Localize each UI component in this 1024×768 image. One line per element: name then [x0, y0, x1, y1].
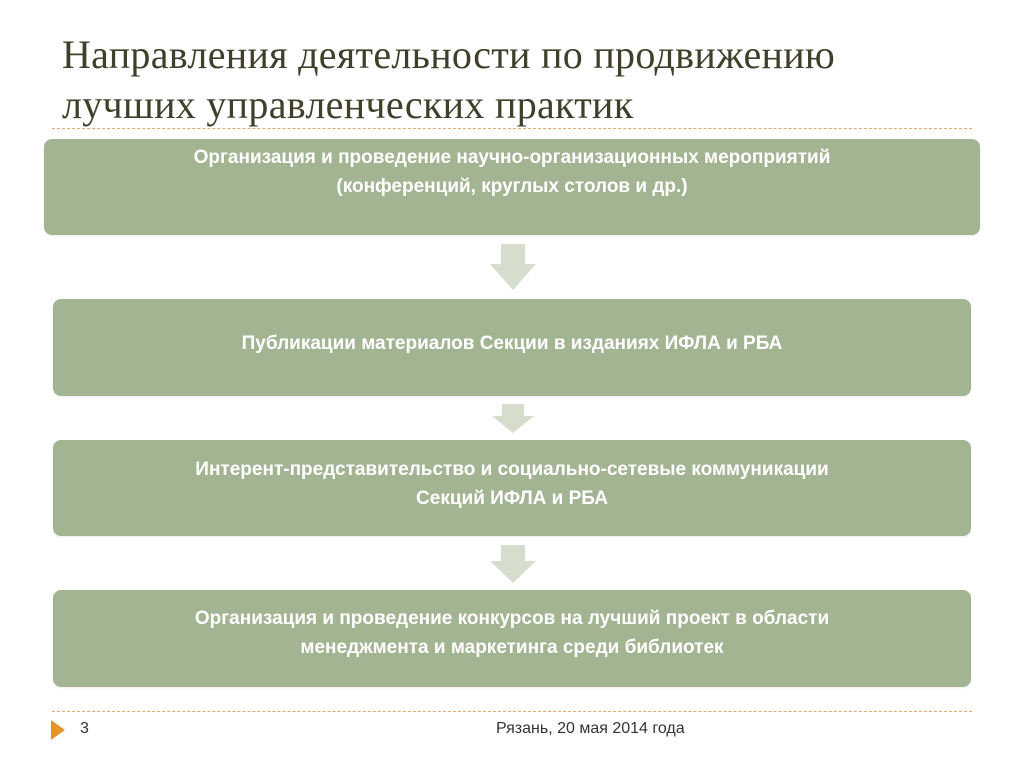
- step-box-4: [53, 590, 971, 687]
- footer-triangle-icon: [51, 720, 65, 740]
- step-box-1: [44, 139, 980, 235]
- step-1-line-2: (конференций, круглых столов и др.): [336, 176, 688, 197]
- page-number: 3: [80, 720, 89, 737]
- top-divider: [52, 128, 972, 129]
- down-arrow-icon: [492, 404, 534, 433]
- step-2-line-1: Публикации материалов Секции в изданиях ИФЛА и РБА: [241, 333, 783, 354]
- title-line-2: лучших управленческих практик: [62, 82, 634, 127]
- step-3-line-1: Интерент-представительство и социально-сетевые коммуникации: [195, 459, 829, 480]
- down-arrow-icon: [490, 244, 536, 290]
- step-box-3: [53, 440, 971, 536]
- step-3-line-2: Секций ИФЛА и РБА: [416, 488, 608, 509]
- step-box-2: [53, 299, 971, 396]
- title-line-1: Направления деятельности по продвижению: [62, 32, 836, 77]
- step-4-line-1: Организация и проведение конкурсов на лучший проект в области: [194, 607, 830, 629]
- down-arrow-icon: [490, 545, 536, 583]
- footer-place-date: Рязань, 20 мая 2014 года: [496, 720, 685, 737]
- step-1-line-1: Организация и проведение научно-организационных мероприятий: [193, 147, 831, 168]
- step-4-line-2: менеджмента и маркетинга среди библиотек: [300, 636, 724, 658]
- slide-title: [62, 30, 962, 130]
- bottom-divider: [52, 711, 972, 712]
